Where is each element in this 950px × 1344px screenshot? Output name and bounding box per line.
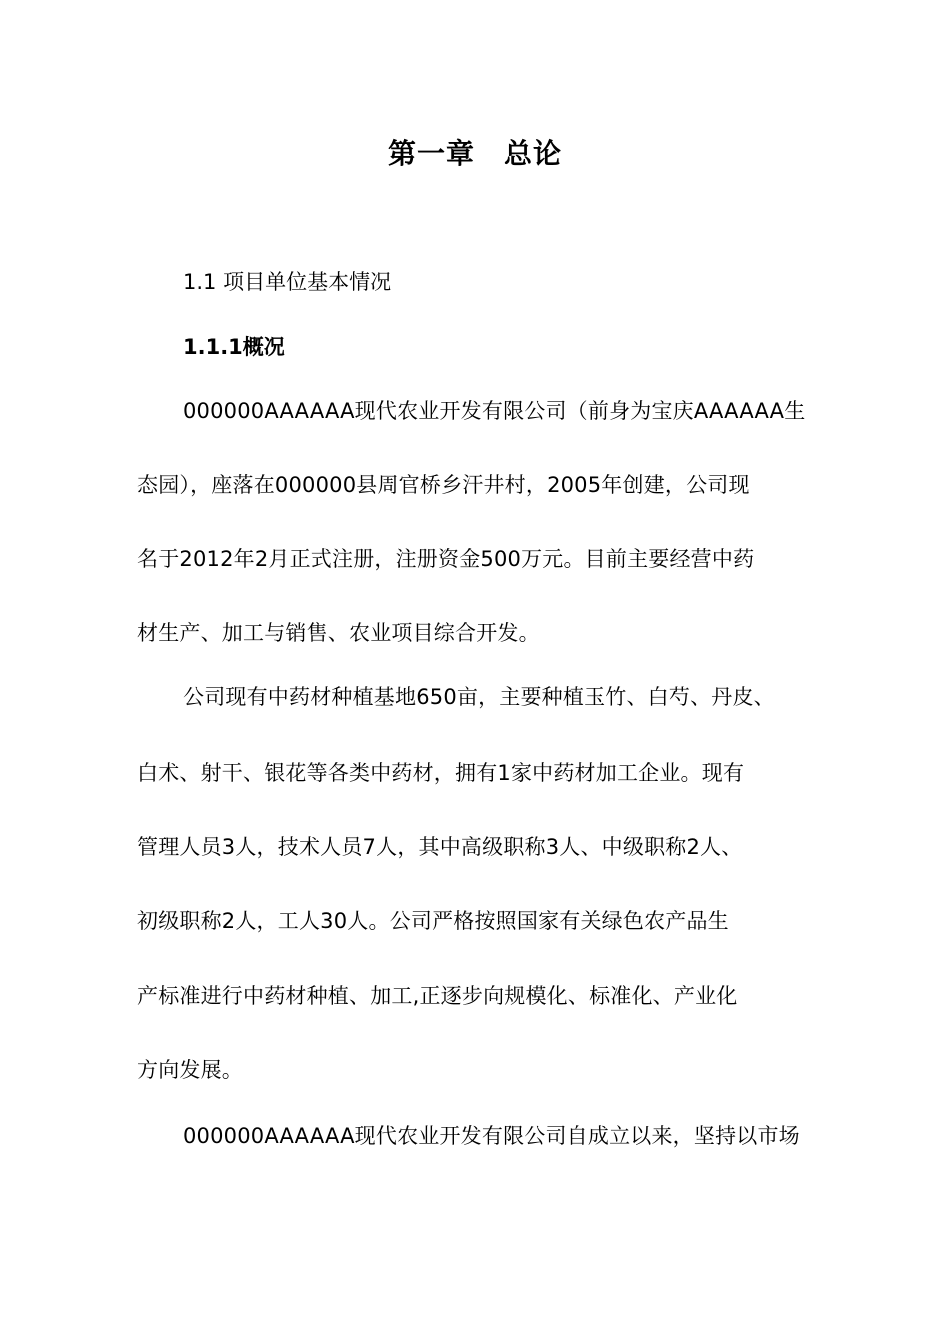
paragraph-line: 公司现有中药材种植基地650亩，主要种植玉竹、白芍、丹皮、 (183, 685, 775, 709)
paragraph-line: 态园），座落在000000县周官桥乡汗井村，2005年创建，公司现 (137, 473, 750, 497)
paragraph-line: 名于2012年2月正式注册，注册资金500万元。目前主要经营中药 (137, 547, 755, 571)
paragraph-line: 管理人员3人，技术人员7人，其中高级职称3人、中级职称2人、 (137, 835, 743, 859)
paragraph-line: 白术、射干、银花等各类中药材，拥有1家中药材加工企业。现有 (137, 761, 745, 785)
paragraph-line: 材生产、加工与销售、农业项目综合开发。 (137, 621, 540, 645)
subsection-heading: 1.1.1概况 (183, 335, 285, 359)
paragraph-line: 产标准进行中药材种植、加工,正逐步向规模化、标准化、产业化 (137, 984, 738, 1008)
section-heading: 1.1 项目单位基本情况 (183, 270, 392, 294)
paragraph-line: 方向发展。 (137, 1058, 243, 1082)
paragraph-line: 初级职称2人，工人30人。公司严格按照国家有关绿色农产品生 (137, 909, 729, 933)
paragraph-line: 000000AAAAAA现代农业开发有限公司（前身为宝庆AAAAAA生 (183, 399, 806, 423)
chapter-title: 第一章 总论 (387, 137, 562, 170)
paragraph-line: 000000AAAAAA现代农业开发有限公司自成立以来，坚持以市场 (183, 1124, 800, 1148)
